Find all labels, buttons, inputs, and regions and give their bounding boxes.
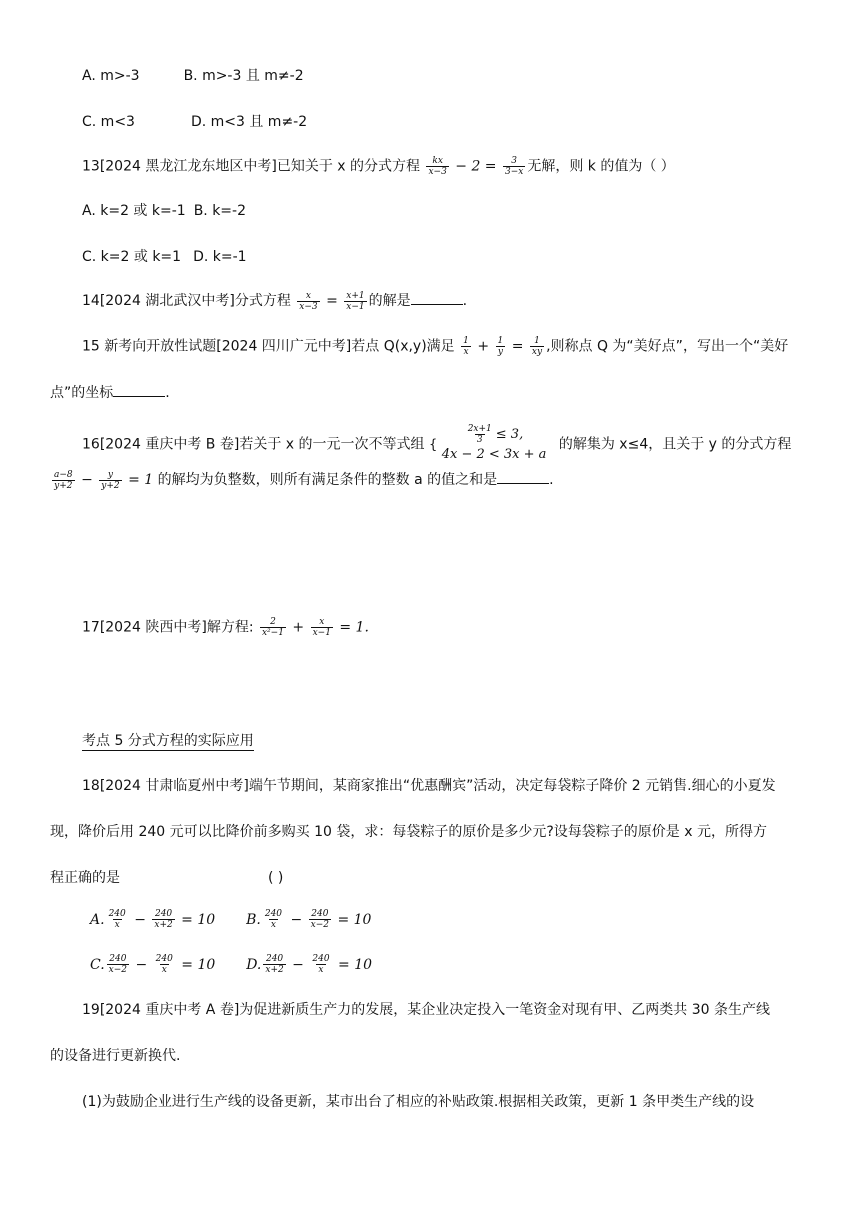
q16-system-bottom: 4x − 2 < 3x + a	[441, 447, 547, 462]
q18-option-a: A. $\frac{240}{x}$ − $\frac{240}{x+2}$ = 10	[90, 909, 216, 930]
q17-equals: = 1.	[334, 619, 369, 636]
q17-stem	[82, 617, 369, 638]
q18-options-row1	[90, 909, 371, 930]
q12-option-a: A. m>-3	[82, 68, 140, 84]
q18-option-b: B. $\frac{240}{x}$ − $\frac{240}{x-2}$ = 10	[246, 909, 372, 930]
q13-operator: − 2 =	[450, 158, 501, 175]
q16-equals: = 1	[123, 472, 154, 488]
q16-system-fraction: $\frac{2x+1}{3}$	[467, 424, 492, 445]
q17-text: 17[2024 陕西中考]解方程:	[82, 619, 258, 636]
q15-text-end: ,则称点 Q 为“美好点”，写出一个“美好	[546, 338, 789, 355]
q16-text: 16[2024 重庆中考 B 卷]若关于 x 的一元一次不等式组	[82, 436, 425, 453]
q12-option-c: C. m<3	[82, 114, 135, 130]
q16-fraction-2: $\frac{y}{y+2}$	[101, 469, 120, 491]
q12-option-b: B. m>-3 且 m≠-2	[183, 68, 304, 84]
q15-equals: =	[507, 338, 528, 355]
q16-text-end: 的解集为 x≤4，且关于 y 的分式方程	[558, 436, 792, 453]
q13-option-c: C. k=2 或 k=1	[82, 249, 182, 265]
q19-line1: 19[2024 重庆中考 A 卷]为促进新质生产力的发展，某企业决定投入一笔资金对现有甲、乙两类共 30 条生产线	[82, 1002, 771, 1018]
q18-option-c: C. $\frac{240}{x-2}$ − $\frac{240}{x}$ = 10	[90, 954, 216, 975]
q18-line3	[50, 868, 283, 888]
q15-text-2: 点”的坐标	[50, 385, 114, 401]
q15-line2: 点”的坐标 .	[50, 382, 170, 403]
q19-line2: 的设备进行更新换代.	[50, 1048, 181, 1064]
q15-fraction-3: $\frac{1}{xy}$	[531, 336, 543, 357]
q18-options-row2	[90, 954, 372, 975]
q18-option-d: D. $\frac{240}{x+2}$ − $\frac{240}{x}$ = 10	[246, 954, 373, 975]
q13-option-d: D. k=-1	[193, 249, 247, 265]
q13-text-end: 无解，则 k 的值为（ ）	[527, 158, 675, 175]
q13-option-b: B. k=-2	[193, 203, 246, 219]
q16-minus: −	[76, 472, 98, 488]
q14-answer-blank	[411, 290, 463, 305]
q15-answer-blank	[113, 382, 165, 397]
q18-text-3: 程正确的是	[50, 870, 120, 886]
q15-fraction-1: $\frac{1}{x}$	[463, 336, 469, 357]
q14-fraction-1: $\frac{x}{x-3}$	[299, 290, 318, 312]
q14-text-end: 的解是	[368, 293, 411, 309]
q12-options-row1	[82, 66, 304, 86]
q15-fraction-2: $\frac{1}{y}$	[497, 336, 504, 357]
q13-text: 13[2024 黑龙江龙东地区中考]已知关于 x 的分式方程	[82, 158, 421, 175]
q13-options-row1	[82, 201, 246, 221]
q16-line2: $\frac{a-8}{y+2}$ − $\frac{y}{y+2}$ = 1 的解均为负整数，则所有满足条件的整数 a 的值之和是 .	[54, 469, 554, 491]
q14-text: 14[2024 湖北武汉中考]分式方程	[82, 293, 291, 309]
q16-fraction-1: $\frac{a-8}{y+2}$	[54, 469, 73, 491]
q16-stem: 16[2024 重庆中考 B 卷]若关于 x 的一元一次不等式组 { $\frac{2x+1}{3}$ ≤ 3, 4x − 2 < 3x + a 的解集为 x≤4，且关于 y 的分式方程	[82, 424, 791, 465]
q12-options-row2	[82, 112, 307, 132]
q13-option-a: A. k=2 或 k=-1	[82, 203, 186, 219]
q15-stem	[82, 336, 788, 357]
q13-fraction-2: $\frac{3}{3-x}$	[504, 156, 524, 177]
q13-options-row2	[82, 247, 247, 267]
q16-answer-blank	[497, 469, 549, 484]
q17-fraction-2: $\frac{x}{x-1}$	[312, 617, 331, 638]
section-5-title: 考点 5 分式方程的实际应用	[82, 733, 254, 749]
q19-line3: (1)为鼓励企业进行生产线的设备更新，某市出台了相应的补贴政策.根据相关政策，更新 1 条甲类生产线的设	[82, 1094, 755, 1110]
q14-stem: 14[2024 湖北武汉中考]分式方程 $\frac{x}{x-3}$ = $\frac{x+1}{x-1}$ 的解是 .	[82, 290, 468, 312]
q15-text: 15 新考向开放性试题[2024 四川广元中考]若点 Q(x,y)满足	[82, 338, 455, 355]
q17-plus: +	[287, 619, 309, 636]
q15-plus: +	[472, 338, 494, 355]
q18-line1: 18[2024 甘肃临夏州中考]端午节期间，某商家推出“优惠酬宾”活动，决定每袋粽子降价 2 元销售.细心的小夏发	[82, 778, 776, 794]
q18-line2: 现，降价后用 240 元可以比降价前多购买 10 袋，求：每袋粽子的原价是多少元?设每袋粽子的原价是 x 元，所得方	[50, 824, 767, 840]
q14-fraction-2: $\frac{x+1}{x-1}$	[346, 290, 365, 312]
q14-equals: =	[321, 293, 343, 309]
q16-inequality-system	[442, 424, 547, 465]
q16-text-2: 的解均为负整数，则所有满足条件的整数 a 的值之和是	[153, 472, 498, 488]
q18-answer-paren: ( )	[268, 870, 284, 886]
section-5-heading	[82, 731, 254, 751]
q17-fraction-1: $\frac{2}{\text{x²−1}}$	[261, 617, 284, 638]
q12-option-d: D. m<3 且 m≠-2	[190, 114, 308, 130]
q16-system-top-rel: ≤ 3,	[495, 426, 524, 442]
q13-fraction-1: $\frac{kx}{x-3}$	[428, 156, 447, 177]
q13-stem	[82, 156, 675, 177]
